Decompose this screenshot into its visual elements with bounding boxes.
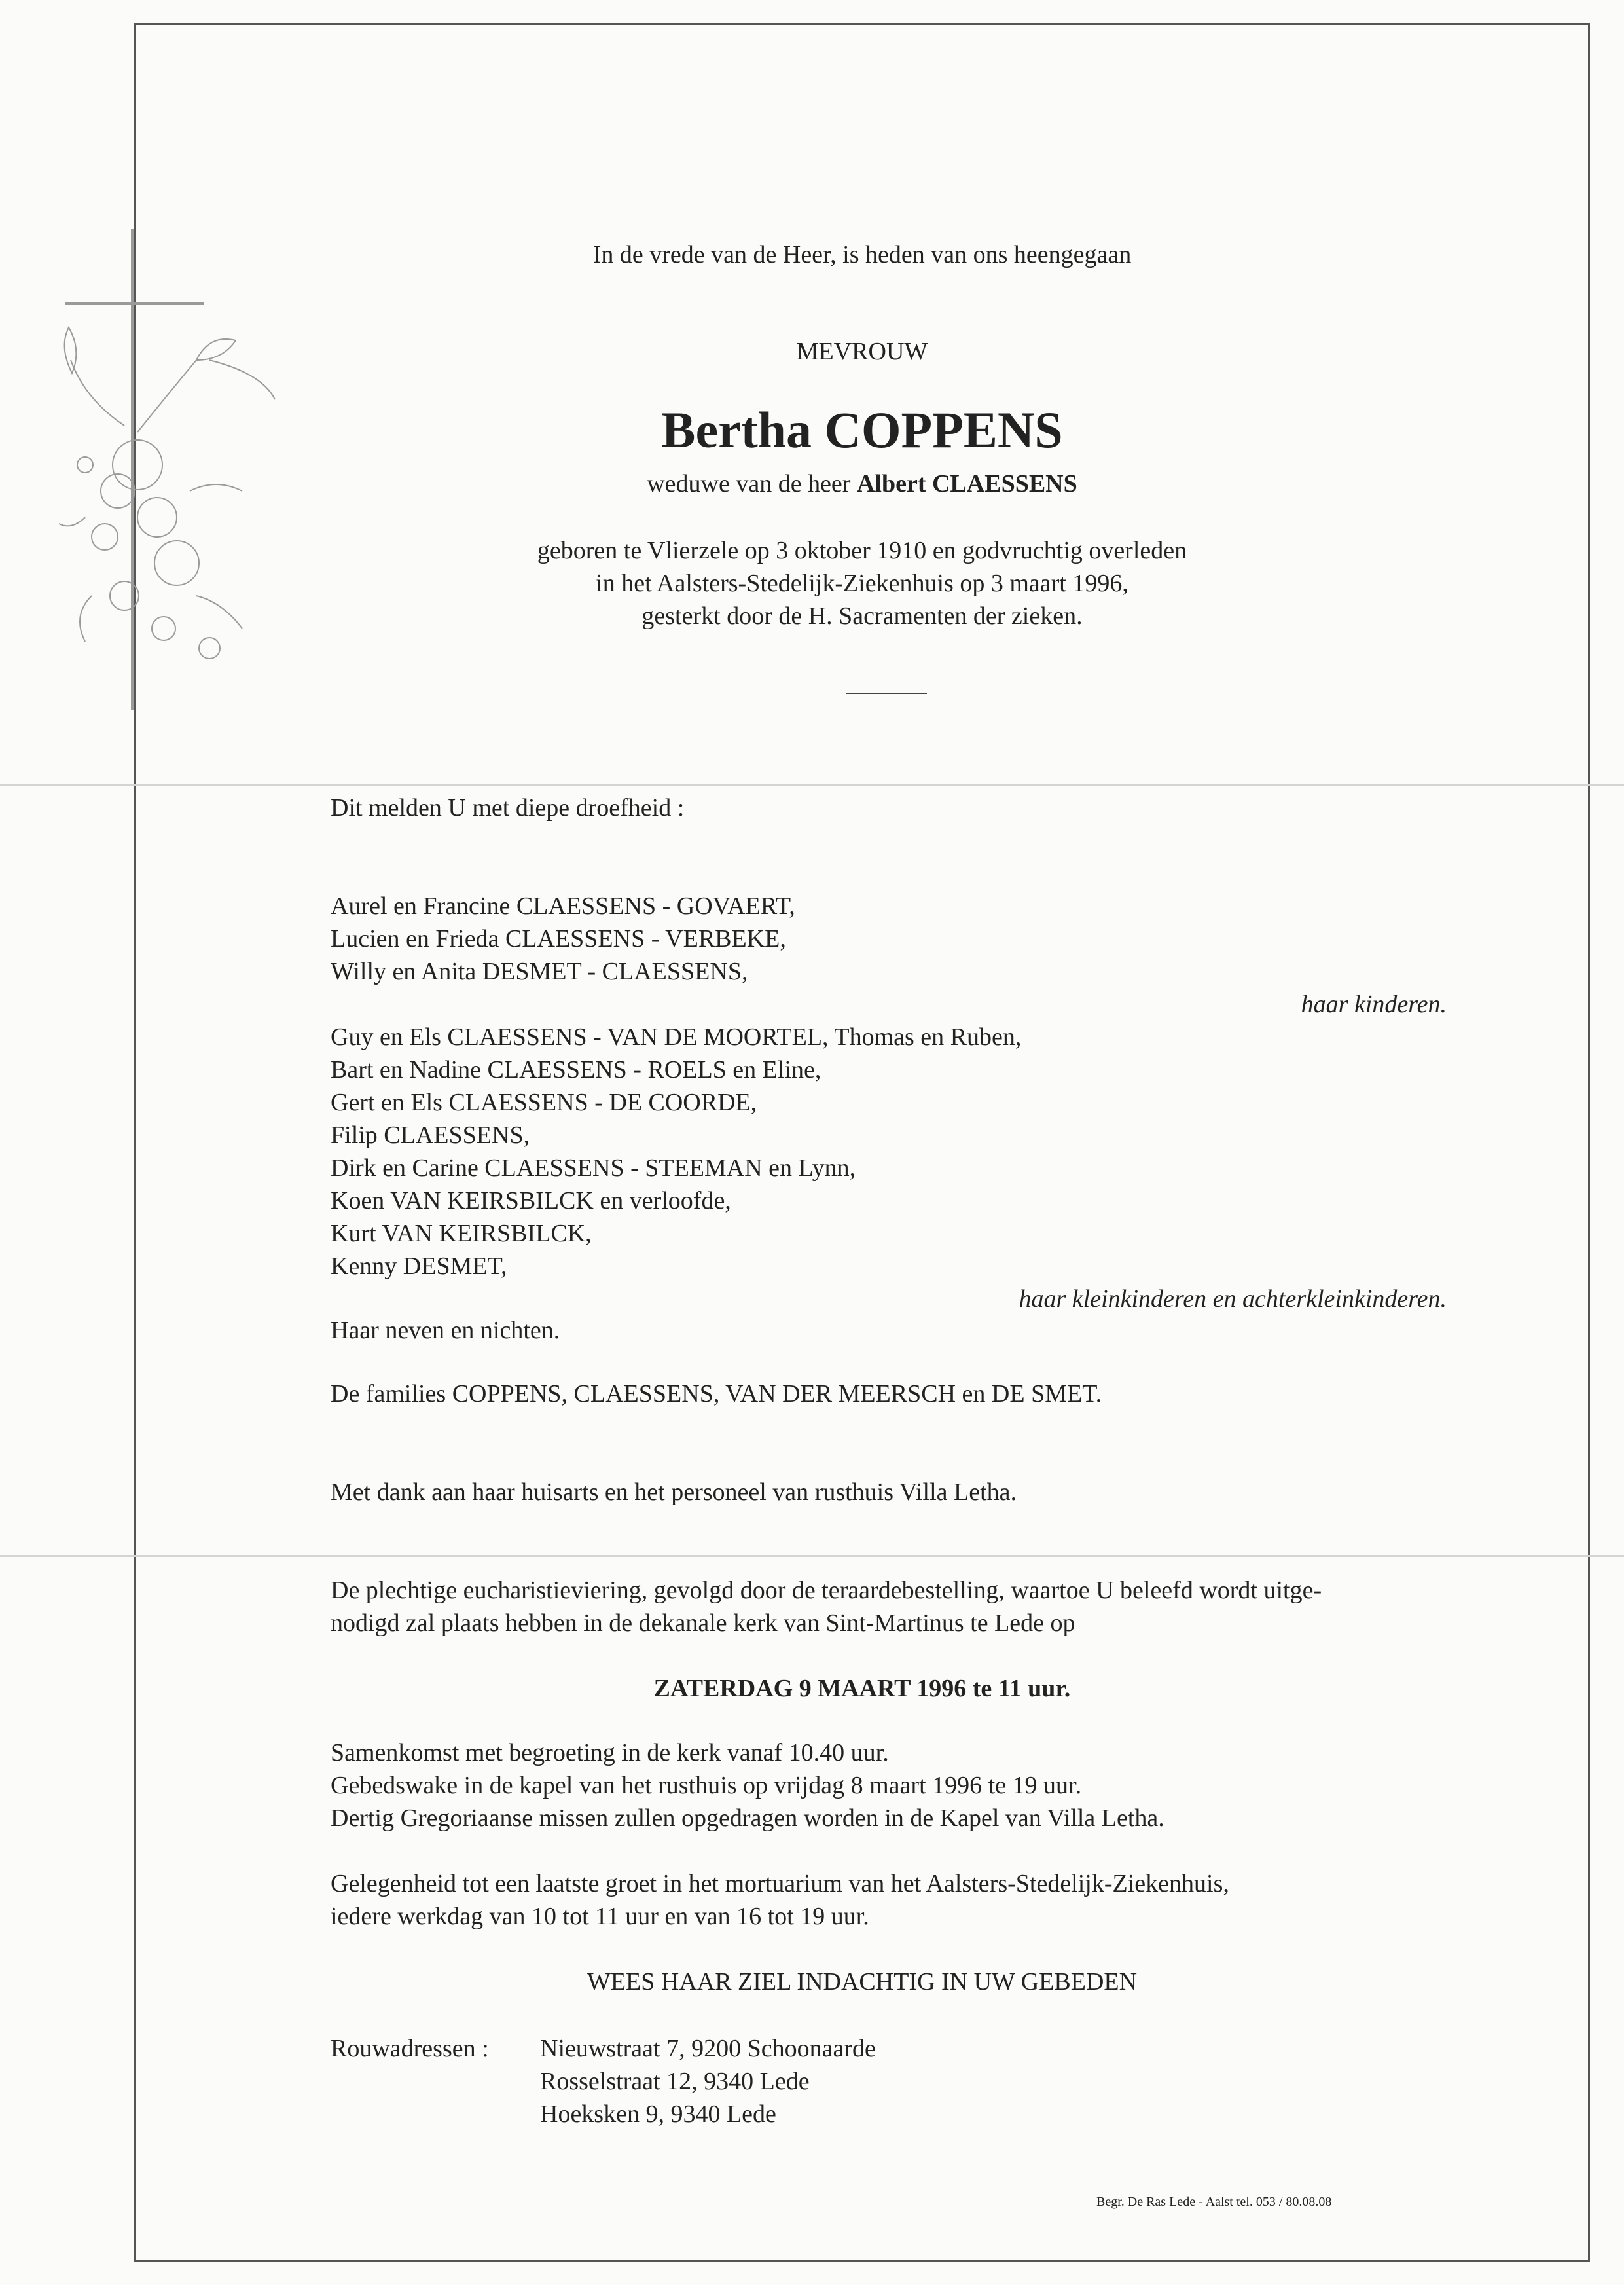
funeral-date: ZATERDAG 9 MAART 1996 te 11 uur. <box>653 1675 1071 1702</box>
info-line-3: Dertig Gregoriaanse missen zullen opgedragen worden in de Kapel van Villa Letha. <box>331 1804 1164 1832</box>
address-2: Rosselstraat 12, 9340 Lede <box>540 2068 810 2095</box>
nephews-text: Haar neven en nichten. <box>331 1317 560 1344</box>
address-3: Hoeksken 9, 9340 Lede <box>540 2100 776 2128</box>
birth-line-2: in het Aalsters-Stedelijk-Ziekenhuis op 3 maart 1996, <box>596 570 1128 597</box>
separator <box>846 693 927 694</box>
flower-illustration <box>46 321 288 687</box>
address-1: Nieuwstraat 7, 9200 Schoonaarde <box>540 2035 876 2062</box>
cross-bar <box>65 302 204 305</box>
farewell-line-2: iedere werkdag van 10 tot 11 uur en van 16 tot 19 uur. <box>331 1903 869 1930</box>
widow-name: Albert CLAESSENS <box>856 470 1077 498</box>
intro-text: In de vrede van de Heer, is heden van ons heengegaan <box>592 241 1132 268</box>
birth-line-1: geboren te Vlierzele op 3 oktober 1910 en godvruchtig overleden <box>537 537 1187 564</box>
fold-line-bottom <box>0 1555 1624 1557</box>
ceremony-line-2: nodigd zal plaats hebben in de dekanale kerk van Sint-Martinus te Lede op <box>331 1609 1075 1637</box>
title-text: MEVROUW <box>796 338 928 365</box>
ceremony-line-1: De plechtige eucharistieviering, gevolgd door de teraardebestelling, waartoe U beleefd wordt uitge- <box>331 1577 1322 1604</box>
grandchild-3: Gert en Els CLAESSENS - DE COORDE, <box>331 1089 757 1116</box>
child-3: Willy en Anita DESMET - CLAESSENS, <box>331 958 748 985</box>
info-line-1: Samenkomst met begroeting in de kerk vanaf 10.40 uur. <box>331 1739 889 1766</box>
birth-line-3: gesterkt door de H. Sacramenten der zieken. <box>641 602 1083 630</box>
grandchild-5: Dirk en Carine CLAESSENS - STEEMAN en Lynn, <box>331 1154 856 1182</box>
announce-text: Dit melden U met diepe droefheid : <box>331 794 685 822</box>
fold-line-top <box>0 784 1624 786</box>
farewell-line-1: Gelegenheid tot een laatste groet in het mortuarium van het Aalsters-Stedelijk-Ziekenhuis, <box>331 1870 1229 1897</box>
children-label: haar kinderen. <box>1301 991 1447 1018</box>
prayer-text: WEES HAAR ZIEL INDACHTIG IN UW GEBEDEN <box>586 1968 1138 1996</box>
grandchild-7: Kurt VAN KEIRSBILCK, <box>331 1220 592 1247</box>
grandchild-1: Guy en Els CLAESSENS - VAN DE MOORTEL, Thomas en Ruben, <box>331 1023 1022 1051</box>
grandchild-8: Kenny DESMET, <box>331 1252 507 1280</box>
child-2: Lucien en Frieda CLAESSENS - VERBEKE, <box>331 925 786 953</box>
info-line-2: Gebedswake in de kapel van het rusthuis op vrijdag 8 maart 1996 te 19 uur. <box>331 1772 1082 1799</box>
addresses-label: Rouwadressen : <box>331 2035 489 2062</box>
grandchild-2: Bart en Nadine CLAESSENS - ROELS en Eline, <box>331 1056 821 1084</box>
families-text: De families COPPENS, CLAESSENS, VAN DER MEERSCH en DE SMET. <box>331 1380 1102 1408</box>
thanks-text: Met dank aan haar huisarts en het personeel van rusthuis Villa Letha. <box>331 1478 1017 1506</box>
widow-prefix: weduwe van de heer <box>647 470 851 498</box>
deceased-name: Bertha COPPENS <box>661 401 1063 458</box>
grandchild-4: Filip CLAESSENS, <box>331 1122 530 1149</box>
widow-line <box>134 471 1590 496</box>
grandchildren-label: haar kleinkinderen en achterkleinkinderen. <box>1019 1285 1447 1313</box>
grandchild-6: Koen VAN KEIRSBILCK en verloofde, <box>331 1187 731 1215</box>
printer-credit: Begr. De Ras Lede - Aalst tel. 053 / 80.08.08 <box>1096 2195 1332 2209</box>
child-1: Aurel en Francine CLAESSENS - GOVAERT, <box>331 892 795 920</box>
